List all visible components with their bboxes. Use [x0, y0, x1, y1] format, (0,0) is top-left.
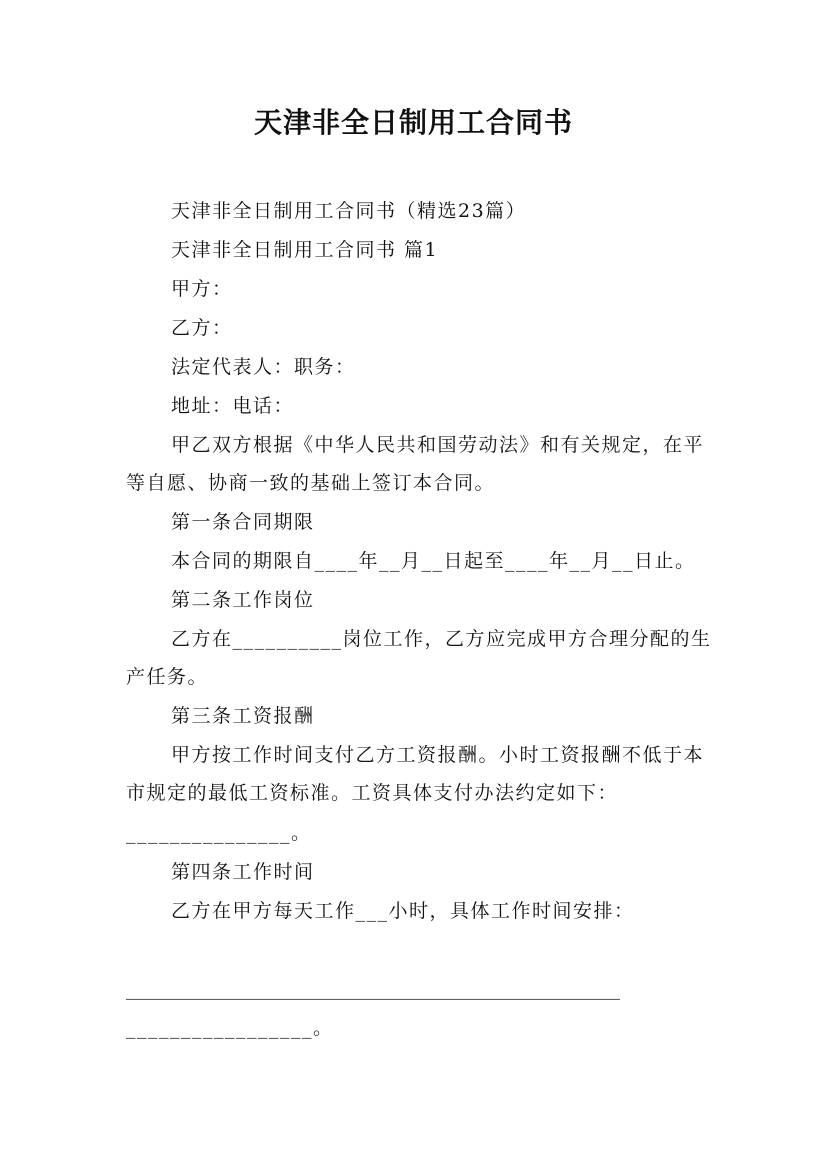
paragraph-article-1-heading: 第一条合同期限	[171, 511, 315, 533]
paragraph-article-2-heading: 第二条工作岗位	[171, 589, 315, 611]
paragraph-article-3-heading: 第三条工资报酬	[171, 705, 315, 727]
paragraph-article-3-blank: _______________。	[126, 822, 312, 844]
paragraph-section-heading: 天津非全日制用工合同书 篇1	[171, 239, 439, 261]
paragraph-preamble: 甲乙双方根据《中华人民共和国劳动法》和有关规定，在平等自愿、协商一致的基础上签订本合同。	[126, 434, 705, 494]
paragraph-article-1-body: 本合同的期限自____年__月__日起至____年__月__日止。	[171, 550, 696, 572]
paragraph-legal-representative: 法定代表人：职务：	[171, 356, 356, 378]
paragraph-address-phone: 地址：电话：	[171, 395, 295, 417]
paragraph-blank-line-1: ____________________________________________________	[126, 978, 620, 1000]
paragraph-subtitle: 天津非全日制用工合同书（精选23篇）	[171, 200, 527, 222]
paragraph-article-3-body: 甲方按工作时间支付乙方工资报酬。小时工资报酬不低于本市规定的最低工资标准。工资具体支付办法约定如下：	[126, 744, 705, 804]
paragraph-blank-line-2: _________________。	[126, 1017, 334, 1039]
paragraph-article-2-body: 乙方在__________岗位工作，乙方应完成甲方合理分配的生产任务。	[126, 628, 712, 688]
paragraph-article-4-heading: 第四条工作时间	[171, 861, 315, 883]
document-title: 天津非全日制用工合同书	[253, 106, 573, 139]
paragraph-party-a: 甲方：	[171, 278, 233, 300]
paragraph-article-4-body: 乙方在甲方每天工作___小时，具体工作时间安排：	[171, 900, 635, 922]
paragraph-party-b: 乙方：	[171, 317, 233, 339]
